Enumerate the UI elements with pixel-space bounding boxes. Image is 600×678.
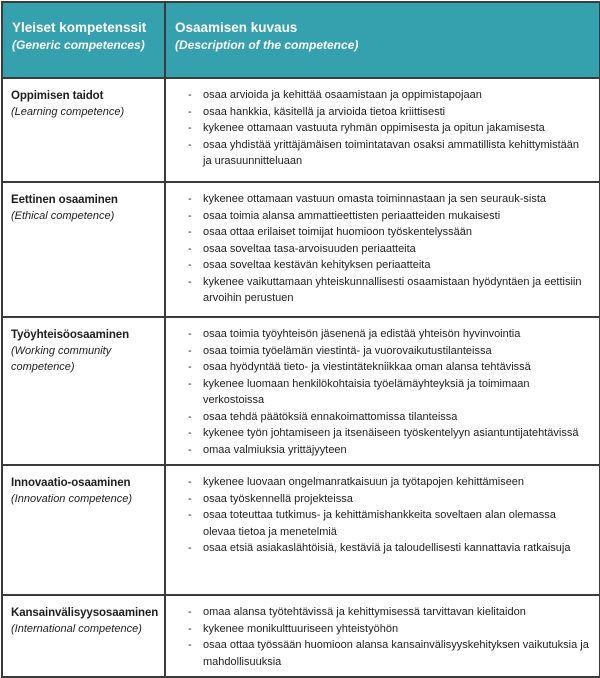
bullet-item: - kykenee luovaan ongelmanratkaisuun ja työtapojen kehittämiseen: [188, 474, 589, 491]
bullet-item: - osaa toimia alansa ammattieettisten periaatteiden mukaisesti: [188, 208, 589, 225]
competence-name-cell: [2, 317, 165, 465]
table-row: [2, 317, 600, 465]
header-title-fi: Osaamisen kuvaus: [175, 20, 298, 35]
competence-name-en: (Ethical competence): [11, 209, 115, 222]
header-cell-generic-competences: [2, 2, 165, 78]
bullet-item: - kykenee luomaan henkilökohtaisia työelämäyhteyksiä ja toimimaan verkostoissa: [188, 376, 589, 409]
bullet-item: - omaa alansa työtehtävissä ja kehittymisessä tarvittavan kielitaidon: [188, 604, 589, 621]
competence-name-en: (Innovation competence): [11, 492, 133, 505]
competence-name-fi: Eettinen osaaminen: [11, 194, 118, 206]
header-subtitle-en: (Description of the competence): [175, 38, 359, 53]
competence-bullets: [166, 191, 589, 307]
table-header: [2, 2, 600, 78]
competence-description-cell: [165, 595, 600, 677]
competence-name-fi: Kansainvälisyysosaaminen: [11, 607, 159, 619]
bullet-item: - osaa työskennellä projekteissa: [188, 491, 589, 508]
header-cell-description: [165, 2, 600, 78]
competence-name-en: (International competence): [11, 622, 142, 635]
bullet-item: - omaa valmiuksia yrittäjyyteen: [188, 442, 589, 459]
table-row: [2, 182, 600, 317]
competence-name-en: (Learning competence): [11, 105, 125, 118]
table-row: [2, 78, 600, 182]
competence-bullets: [166, 326, 589, 458]
header-row: [2, 2, 600, 78]
bullet-item: - osaa soveltaa tasa-arvoisuuden periaatteita: [188, 241, 589, 258]
competence-name-cell: [2, 595, 165, 677]
bullet-item: - osaa soveltaa kestävän kehityksen periaatteita: [188, 257, 589, 274]
bullet-item: - osaa hankkia, käsitellä ja arvioida tietoa kriittisesti: [188, 104, 589, 121]
table-body: [2, 78, 600, 677]
bullet-item: - osaa tehdä päätöksiä ennakoimattomissa tilanteissa: [188, 409, 589, 426]
table-row: [2, 465, 600, 595]
competence-description-cell: [165, 78, 600, 182]
bullet-item: - kykenee monikulttuuriseen yhteistyöhön: [188, 621, 589, 638]
competence-description-cell: [165, 317, 600, 465]
bullet-item: - osaa toimia työyhteisön jäsenenä ja edistää yhteisön hyvinvointia: [188, 326, 589, 343]
bullet-item: - osaa arvioida ja kehittää osaamistaan ja oppimistapojaan: [188, 87, 589, 104]
competence-name-en: (Working community competence): [11, 344, 112, 373]
bullet-item: - kykenee ottamaan vastuuta ryhmän oppimisesta ja opitun jakamisesta: [188, 120, 589, 137]
competence-table: [1, 1, 600, 678]
competence-description-cell: [165, 465, 600, 595]
competence-bullets: [166, 87, 589, 170]
bullet-item: - kykenee ottamaan vastuun omasta toiminnastaan ja sen seurauk-sista: [188, 191, 589, 208]
competence-bullets: [166, 604, 589, 670]
bullet-item: - kykenee vaikuttamaan yhteiskunnallisesti osaamistaan hyödyntäen ja eettisiin arvoihin perustuen: [188, 274, 589, 307]
bullet-item: - osaa ottaa työssään huomioon alansa kansainvälisyyskehityksen vaikutuksia ja mahdollisuuksia: [188, 637, 589, 670]
bullet-item: - kykenee työn johtamiseen ja itsenäiseen työskentelyyn asiantuntijatehtävissä: [188, 425, 589, 442]
competence-name-fi: Innovaatio-osaaminen: [11, 477, 131, 489]
bullet-item: - osaa hyödyntää tieto- ja viestintätekniikkaa oman alansa tehtävissä: [188, 359, 589, 376]
bullet-item: - osaa toteuttaa tutkimus- ja kehittämishankkeita soveltaen alan olemassa olevaa tietoa ja menetelmiä: [188, 507, 589, 540]
competence-bullets: [166, 474, 589, 557]
header-subtitle-en: (Generic competences): [12, 38, 145, 53]
bullet-item: - osaa toimia työelämän viestintä- ja vuorovaikutustilanteissa: [188, 343, 589, 360]
competence-name-cell: [2, 465, 165, 595]
bullet-item: - osaa ottaa erilaiset toimijat huomioon työskentelyssään: [188, 224, 589, 241]
bullet-item: - osaa yhdistää yrittäjämäisen toimintatavan osaksi ammatillista kehittymistään ja urasuunnitteluaan: [188, 137, 589, 170]
competence-description-cell: [165, 182, 600, 317]
competence-name-cell: [2, 78, 165, 182]
header-title-fi: Yleiset kompetenssit: [12, 20, 147, 35]
table-row: [2, 595, 600, 677]
competence-name-cell: [2, 182, 165, 317]
bullet-item: - osaa etsiä asiakaslähtöisiä, kestäviä ja taloudellisesti kannattavia ratkaisuja: [188, 540, 589, 557]
competence-name-fi: Oppimisen taidot: [11, 90, 104, 102]
competence-name-fi: Työyhteisöosaaminen: [11, 329, 130, 341]
